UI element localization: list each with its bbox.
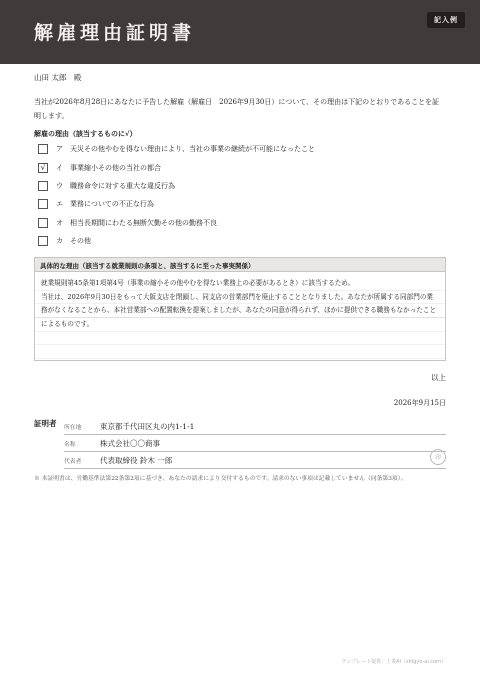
specific-reason-line-1: 就業規則第45条第1項第4号（事業の縮小その他やむを得ない業務上の必要があるとき）に該当するため。 bbox=[41, 279, 355, 287]
reason-letter: ア bbox=[56, 145, 63, 154]
reason-item-ka bbox=[38, 232, 446, 250]
certifier-rows bbox=[64, 418, 446, 469]
certifier-label: 証明者 bbox=[34, 419, 57, 428]
reason-item-i bbox=[38, 158, 446, 176]
certifier-company-row bbox=[64, 435, 446, 452]
closing-text: 以上 bbox=[431, 373, 446, 382]
checkbox[interactable] bbox=[38, 199, 48, 209]
reason-text: 業務についての不正な行為 bbox=[70, 200, 154, 209]
reason-text: その他 bbox=[70, 237, 91, 246]
reason-letter: オ bbox=[56, 218, 63, 227]
issue-date: 2026年9月15日 bbox=[393, 399, 446, 407]
checkbox[interactable] bbox=[38, 144, 48, 154]
row-value: 代表取締役 鈴木 一郎 bbox=[100, 455, 173, 465]
row-value: 株式会社〇〇商事 bbox=[100, 438, 160, 448]
recipient-name: 山田 太郎 殿 bbox=[34, 73, 82, 82]
specific-reason-line-2: 当社は、2026年9月30日をもって大阪支店を閉鎖し、同支店の営業部門を廃止することとなりました。あなたが所属する同部門の業務がなくなることから、本社営業部への配置転換を提案しましたが、あなたの同意が得られず、ほかに提供できる職務もなかったことによるものです。 bbox=[41, 292, 437, 328]
reason-text: 天災その他やむを得ない理由により、当社の事業の継続が不可能になったこと bbox=[70, 145, 315, 154]
sample-badge: 記入例 bbox=[427, 12, 465, 28]
seal-stamp-icon: 印 bbox=[430, 449, 446, 465]
row-key: 所在地 bbox=[64, 424, 82, 431]
reasons-list bbox=[38, 140, 446, 250]
checkbox[interactable] bbox=[38, 181, 48, 191]
legal-note: ※ 本証明書は、労働基準法第22条第2項に基づき、あなたの請求により交付するものです。請求のない事項は記載していません（同条第3項）。 bbox=[34, 476, 407, 482]
specific-reason-heading: 具体的な理由（該当する就業規則の条項と、該当するに至った事実関係） bbox=[35, 258, 445, 272]
reason-text: 職務命令に対する重大な違反行為 bbox=[70, 181, 175, 190]
reason-letter: カ bbox=[56, 237, 63, 246]
reason-item-o bbox=[38, 214, 446, 232]
reason-text: 事業縮小その他の当社の都合 bbox=[70, 163, 161, 172]
reason-letter: エ bbox=[56, 200, 63, 209]
checkbox[interactable] bbox=[38, 236, 48, 246]
reason-letter: ウ bbox=[56, 181, 63, 190]
document-header bbox=[0, 0, 480, 64]
reasons-title: 解雇の理由（該当するものに√） bbox=[34, 129, 137, 138]
template-credit: テンプレート提供：士業AI（shigyo-ai.com） bbox=[341, 659, 446, 665]
row-key: 名称 bbox=[64, 441, 76, 448]
certifier-representative-row bbox=[64, 452, 446, 469]
document-title: 解雇理由証明書 bbox=[34, 22, 196, 44]
checkbox[interactable] bbox=[38, 218, 48, 228]
checkbox-checked[interactable]: √ bbox=[38, 163, 48, 173]
reason-item-u bbox=[38, 177, 446, 195]
reason-item-e bbox=[38, 195, 446, 213]
row-key: 代表者 bbox=[64, 458, 82, 465]
intro-paragraph: 当社が2026年8月28日にあなたに予告した解雇（解雇日 2026年9月30日）について、その理由は下記のとおりであることを証明します。 bbox=[34, 98, 440, 120]
specific-reason-body[interactable] bbox=[35, 272, 445, 360]
row-value: 東京都千代田区丸の内1-1-1 bbox=[100, 421, 195, 431]
certifier-address-row bbox=[64, 418, 446, 435]
specific-reason-box bbox=[34, 257, 446, 361]
reason-item-a bbox=[38, 140, 446, 158]
reason-text: 相当長期間にわたる無断欠勤その他の勤務不良 bbox=[70, 218, 217, 227]
reason-letter: イ bbox=[56, 163, 63, 172]
